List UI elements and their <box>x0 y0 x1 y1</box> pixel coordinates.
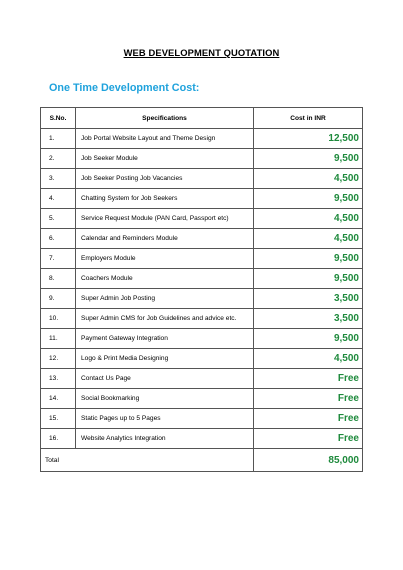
row-cost: 9,500 <box>254 189 363 209</box>
row-specification: Super Admin CMS for Job Guidelines and advice etc. <box>76 309 254 329</box>
table-row <box>41 249 363 269</box>
table-row <box>41 329 363 349</box>
total-row <box>41 449 363 472</box>
table-row <box>41 349 363 369</box>
row-cost: 4,500 <box>254 209 363 229</box>
row-cost: 9,500 <box>254 149 363 169</box>
row-cost: 9,500 <box>254 249 363 269</box>
total-label: Total <box>41 449 254 472</box>
row-sno: 5. <box>41 209 76 229</box>
row-sno: 7. <box>41 249 76 269</box>
row-specification: Job Portal Website Layout and Theme Design <box>76 129 254 149</box>
row-specification: Chatting System for Job Seekers <box>76 189 254 209</box>
row-specification: Payment Gateway Integration <box>76 329 254 349</box>
table-row <box>41 149 363 169</box>
row-sno: 9. <box>41 289 76 309</box>
row-specification: Logo & Print Media Designing <box>76 349 254 369</box>
row-specification: Contact Us Page <box>76 369 254 389</box>
row-sno: 1. <box>41 129 76 149</box>
row-sno: 12. <box>41 349 76 369</box>
table-row <box>41 309 363 329</box>
document-title: WEB DEVELOPMENT QUOTATION <box>123 47 280 58</box>
row-specification: Job Seeker Posting Job Vacancies <box>76 169 254 189</box>
row-sno: 4. <box>41 189 76 209</box>
header-sno: S.No. <box>41 108 76 129</box>
row-sno: 2. <box>41 149 76 169</box>
row-cost: Free <box>254 409 363 429</box>
row-cost: 12,500 <box>254 129 363 149</box>
row-cost: 9,500 <box>254 269 363 289</box>
row-specification: Service Request Module (PAN Card, Passport etc) <box>76 209 254 229</box>
total-cost: 85,000 <box>254 449 363 472</box>
row-specification: Static Pages up to 5 Pages <box>76 409 254 429</box>
row-cost: 4,500 <box>254 229 363 249</box>
section-subtitle: One Time Development Cost: <box>49 82 200 94</box>
header-specifications: Specifications <box>76 108 254 129</box>
row-sno: 10. <box>41 309 76 329</box>
row-cost: Free <box>254 389 363 409</box>
row-specification: Employers Module <box>76 249 254 269</box>
row-sno: 8. <box>41 269 76 289</box>
row-specification: Job Seeker Module <box>76 149 254 169</box>
row-cost: Free <box>254 369 363 389</box>
table-row <box>41 369 363 389</box>
table-row <box>41 129 363 149</box>
row-sno: 16. <box>41 429 76 449</box>
table-row <box>41 209 363 229</box>
row-cost: 4,500 <box>254 349 363 369</box>
row-specification: Coachers Module <box>76 269 254 289</box>
header-cost: Cost in INR <box>254 108 363 129</box>
row-cost: 9,500 <box>254 329 363 349</box>
row-specification: Social Bookmarking <box>76 389 254 409</box>
table-row <box>41 189 363 209</box>
row-cost: Free <box>254 429 363 449</box>
row-specification: Calendar and Reminders Module <box>76 229 254 249</box>
table-header-row <box>41 108 363 129</box>
row-sno: 3. <box>41 169 76 189</box>
table-row <box>41 269 363 289</box>
row-specification: Super Admin Job Posting <box>76 289 254 309</box>
row-sno: 6. <box>41 229 76 249</box>
row-sno: 14. <box>41 389 76 409</box>
row-cost: 3,500 <box>254 309 363 329</box>
table-row <box>41 169 363 189</box>
row-specification: Website Analytics Integration <box>76 429 254 449</box>
table-row <box>41 409 363 429</box>
table-row <box>41 289 363 309</box>
table-row <box>41 389 363 409</box>
row-sno: 15. <box>41 409 76 429</box>
row-sno: 13. <box>41 369 76 389</box>
row-cost: 4,500 <box>254 169 363 189</box>
row-cost: 3,500 <box>254 289 363 309</box>
row-sno: 11. <box>41 329 76 349</box>
table-row <box>41 229 363 249</box>
quotation-table <box>40 107 363 472</box>
table-row <box>41 429 363 449</box>
